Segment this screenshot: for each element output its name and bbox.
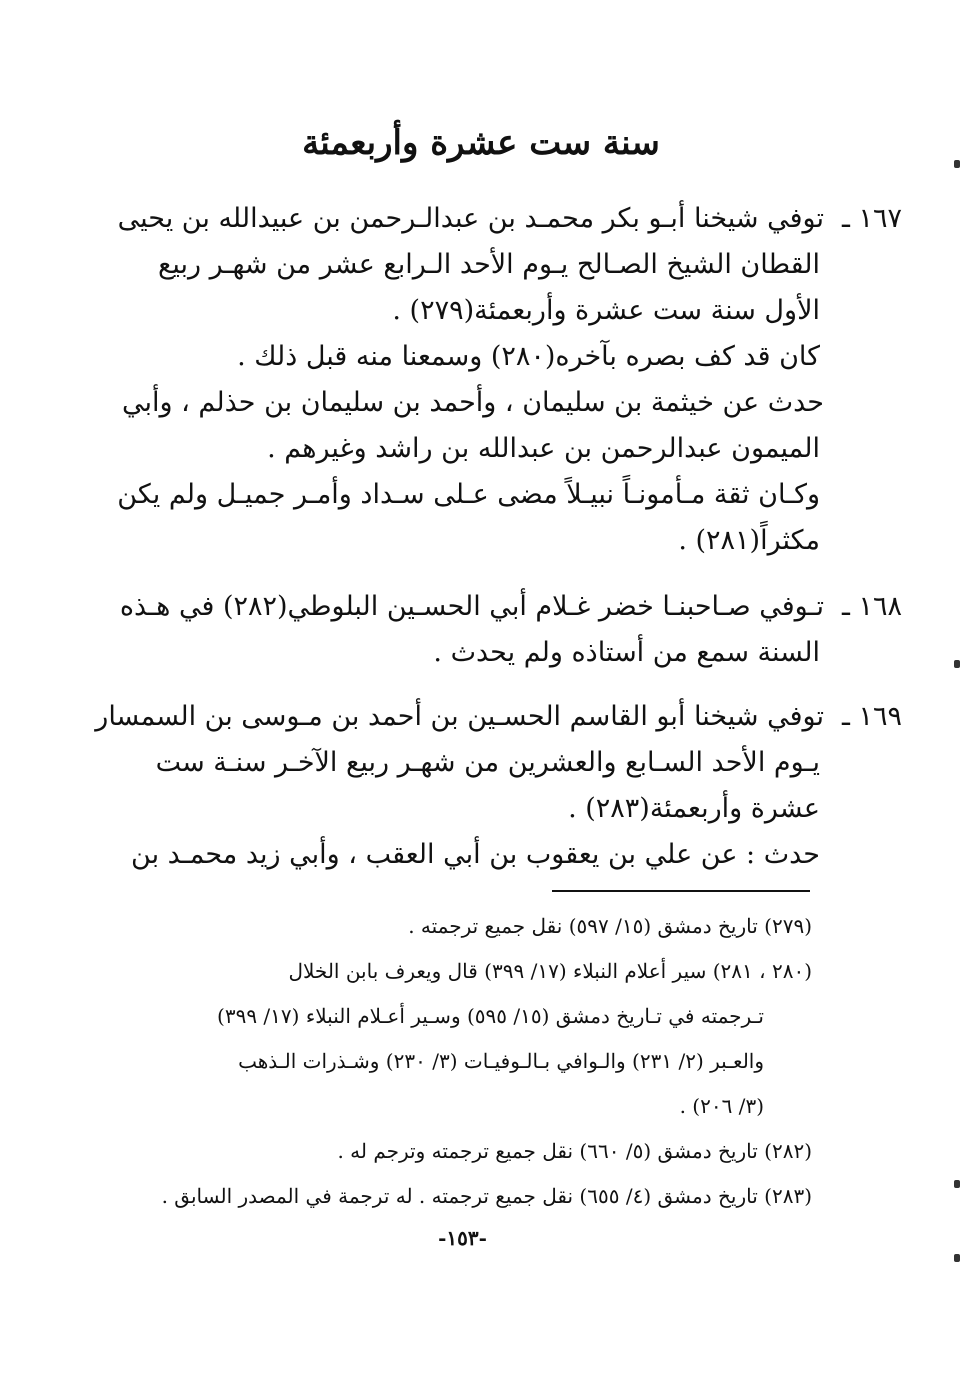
footnote: (٢٨٢) تاريخ دمشق (٥/ ٦٦٠) نقل جميع ترجمته وترجم له .	[337, 1139, 812, 1163]
entry-line: حدث عن خيثمة بن سليمان ، وأحمد بن سليمان بن حذلم ، وأبي	[121, 387, 824, 418]
entry-168	[119, 584, 902, 676]
entry-line: كان قد كف بصره بآخره(٢٨٠) وسمعنا منه قبل ذلك .	[237, 341, 820, 372]
page-number: -١٥٣-	[438, 1226, 487, 1250]
entry-line: عشرة وأربعمئة(٢٨٣) .	[568, 793, 820, 824]
footnote: (٢٧٩) تاريخ دمشق (١٥/ ٥٩٧) نقل جميع ترجمته .	[408, 914, 812, 938]
scan-edge-mark	[954, 1180, 960, 1188]
footnote: (٢٨٣) تاريخ دمشق (٤/ ٦٥٥) نقل جميع ترجمته . له ترجمة في المصدر السابق .	[161, 1184, 812, 1208]
footnote-continuation: والعـبر (٢/ ٢٣١) والـوافي بـالـوفيـات (٣/ ٢٣٠) وشـذرات الـذهب	[238, 1049, 764, 1073]
scan-edge-mark	[954, 1254, 960, 1262]
footnote: (٢٨٠ ، ٢٨١) سير أعلام النبلاء (١٧/ ٣٩٩) قال ويعرف بابن الخلال	[288, 959, 812, 983]
entry-line: الأول سنة ست عشرة وأربعمئة(٢٧٩) .	[392, 295, 820, 326]
entry-line	[119, 584, 902, 630]
entry-number: ١٦٩ ـ	[841, 701, 902, 732]
entry-line: السنة سمع من أستاذه ولم يحدث .	[433, 637, 820, 668]
entry-text: تـوفي صـاحبنـا خضر غـلام أبي الحسـين البلوطي(٢٨٢) في هـذه	[119, 591, 824, 622]
entry-line: حدث : عن علي بن يعقوب بن أبي العقب ، وأبي زيد محمـد بن	[131, 839, 820, 870]
entry-text: توفي شيخنا أبو القاسم الحسـين بن أحمد بن مـوسى بن السمسار	[95, 701, 824, 732]
entry-line	[117, 196, 902, 242]
scan-edge-mark	[954, 660, 960, 668]
footnote-continuation: تـرجمته في تـاريخ دمشق (١٥/ ٥٩٥) وسـير أعـلام النبلاء (١٧/ ٣٩٩)	[217, 1004, 764, 1028]
entry-line: مكثراً(٢٨١) .	[678, 525, 820, 556]
entry-167	[117, 196, 902, 564]
entry-number: ١٦٧ ـ	[841, 203, 902, 234]
footnote-continuation: (٣/ ٢٠٦) .	[679, 1094, 764, 1118]
entry-number: ١٦٨ ـ	[841, 591, 902, 622]
entry-line: القطان الشيخ الصـالح يـوم الأحد الـرابع عشر من شهـر ربيع	[158, 249, 820, 280]
footnotes	[122, 904, 812, 1219]
scan-edge-mark	[954, 160, 960, 168]
footnote-divider	[552, 890, 810, 892]
entry-line	[95, 694, 902, 740]
entry-text: توفي شيخنا أبـو بكر محمـد بن عبدالـرحمن بن عبيدالله بن يحيى	[117, 203, 824, 234]
entry-line: يـوم الأحد السـابع والعشرين من شهـر ربيع الآخـر سنـة ست	[155, 747, 820, 778]
section-title: سنة ست عشرة وأربعمئة	[302, 123, 660, 163]
entry-169	[95, 694, 902, 878]
entry-line: وكـان ثقة مـأمونـاً نبيـلاً مضى عـلى سـداد وأمـر جميـل ولم يكن	[117, 479, 820, 510]
entry-line: الميمون عبدالرحمن بن عبدالله بن راشد وغيرهم .	[267, 433, 820, 464]
